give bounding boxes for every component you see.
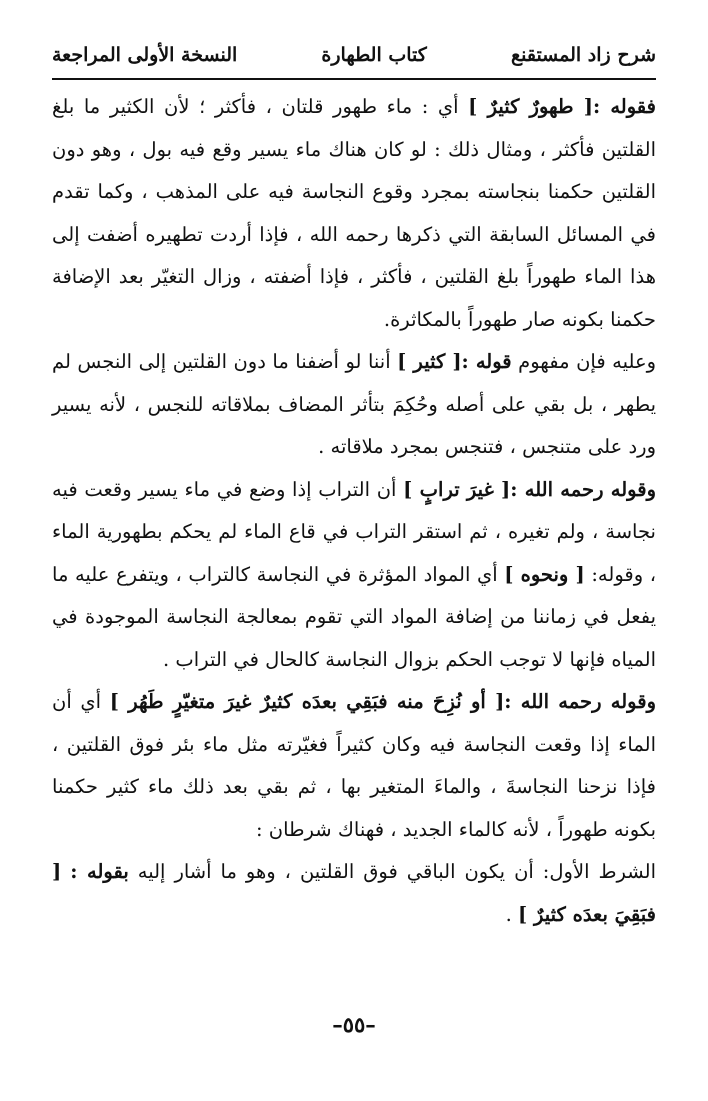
header-edition: النسخة الأولى المراجعة bbox=[52, 44, 238, 66]
header-book-title: شرح زاد المستقنع bbox=[510, 44, 656, 66]
quoted-term: وقوله رحمه الله :[ أو نُزِحَ منه فبَقِي بعدَه كثيرٌ غيرَ متغيّرٍ طَهُر ] bbox=[109, 690, 656, 713]
paragraph-text: أننا لو أضفنا ما دون القلتين إلى النجس لم يطهر ، بل بقي على أصله وحُكِمَ بتأثر المضاف بملاقاته للنجس ، لأنه يسير ورد على متنجس ، فتنجس بمجرد ملاقاته . bbox=[52, 350, 656, 458]
paragraph-text: أي المواد المؤثرة في النجاسة كالتراب ، ويتفرع عليه ما يفعل في زماننا من إضافة المواد التي تقوم بمعالجة النجاسة الموجودة في المياه فإنها لا توجب الحكم بزوال النجاسة كالحال في التراب . bbox=[52, 562, 656, 671]
quoted-term: [ ونحوه ] bbox=[504, 562, 585, 586]
paragraph-text: أن التراب إذا وضع في ماء يسير وقعت فيه نجاسة ، ولم تغيره ، ثم استقر التراب في قاع الماء لم يحكم بطهورية الماء ، وقوله: bbox=[52, 477, 656, 586]
paragraph-5 bbox=[52, 851, 656, 936]
paragraph-4 bbox=[52, 681, 656, 851]
paragraph-text: وعليه فإن مفهوم bbox=[511, 350, 656, 373]
quoted-term: بقوله : bbox=[70, 860, 129, 883]
paragraph-text bbox=[61, 860, 70, 883]
running-header bbox=[52, 38, 656, 72]
paragraph-2 bbox=[52, 341, 656, 469]
header-divider bbox=[52, 78, 656, 80]
header-chapter: كتاب الطهارة bbox=[321, 44, 427, 66]
quoted-term: فقوله :[ طهورٌ كثيرٌ ] bbox=[468, 95, 656, 118]
paragraph-1 bbox=[52, 86, 656, 341]
paragraph-text: أي أن الماء إذا وقعت النجاسة فيه وكان كثيراً فغيّرته مثل ماء بئر فوق القلتين ، فإذا نزحنا النجاسةَ ، والماءَ المتغير بها ، ثم بقي بعد ذلك ماء كثير حكمنا بكونه طهوراً ، لأنه كالماء الجديد ، فهناك شرطان : bbox=[52, 690, 657, 841]
quoted-term: وقوله رحمه الله :[ غيرَ ترابٍ ] bbox=[403, 477, 656, 501]
paragraph-text: الشرط الأول: أن يكون الباقي فوق القلتين ، وهو ما أشار إليه bbox=[128, 860, 657, 883]
page-body bbox=[52, 86, 656, 936]
paragraph-text: أي : ماء طهور قلتان ، فأكثر ؛ لأن الكثير ما بلغ القلتين فأكثر ، ومثال ذلك : لو كان هناك ماء يسير وقع فيه بول ، وهو دون القلتين حكمنا بنجاسته بمجرد وقوع النجاسة فيه على المذهب ، وكما تقدم في المسائل السابقة التي ذكرها رحمه الله ، فإذا أردت تطهيره أضفت إلى هذا الماء طهوراً بلغ القلتين ، فأكثر ، فإذا أضفته ، وزال التغيّر بعد الإضافة حكمنا بكونه صار طهوراً بالمكاثرة. bbox=[52, 95, 656, 331]
paragraph-3 bbox=[52, 469, 656, 682]
quoted-term: قوله :[ كثير ] bbox=[397, 350, 512, 373]
page-number: –٥٥– bbox=[332, 1012, 376, 1037]
quoted-term: [ فبَقِيَ بعدَه كثيرٌ ] bbox=[52, 860, 656, 926]
paragraph-text: . bbox=[505, 902, 518, 926]
